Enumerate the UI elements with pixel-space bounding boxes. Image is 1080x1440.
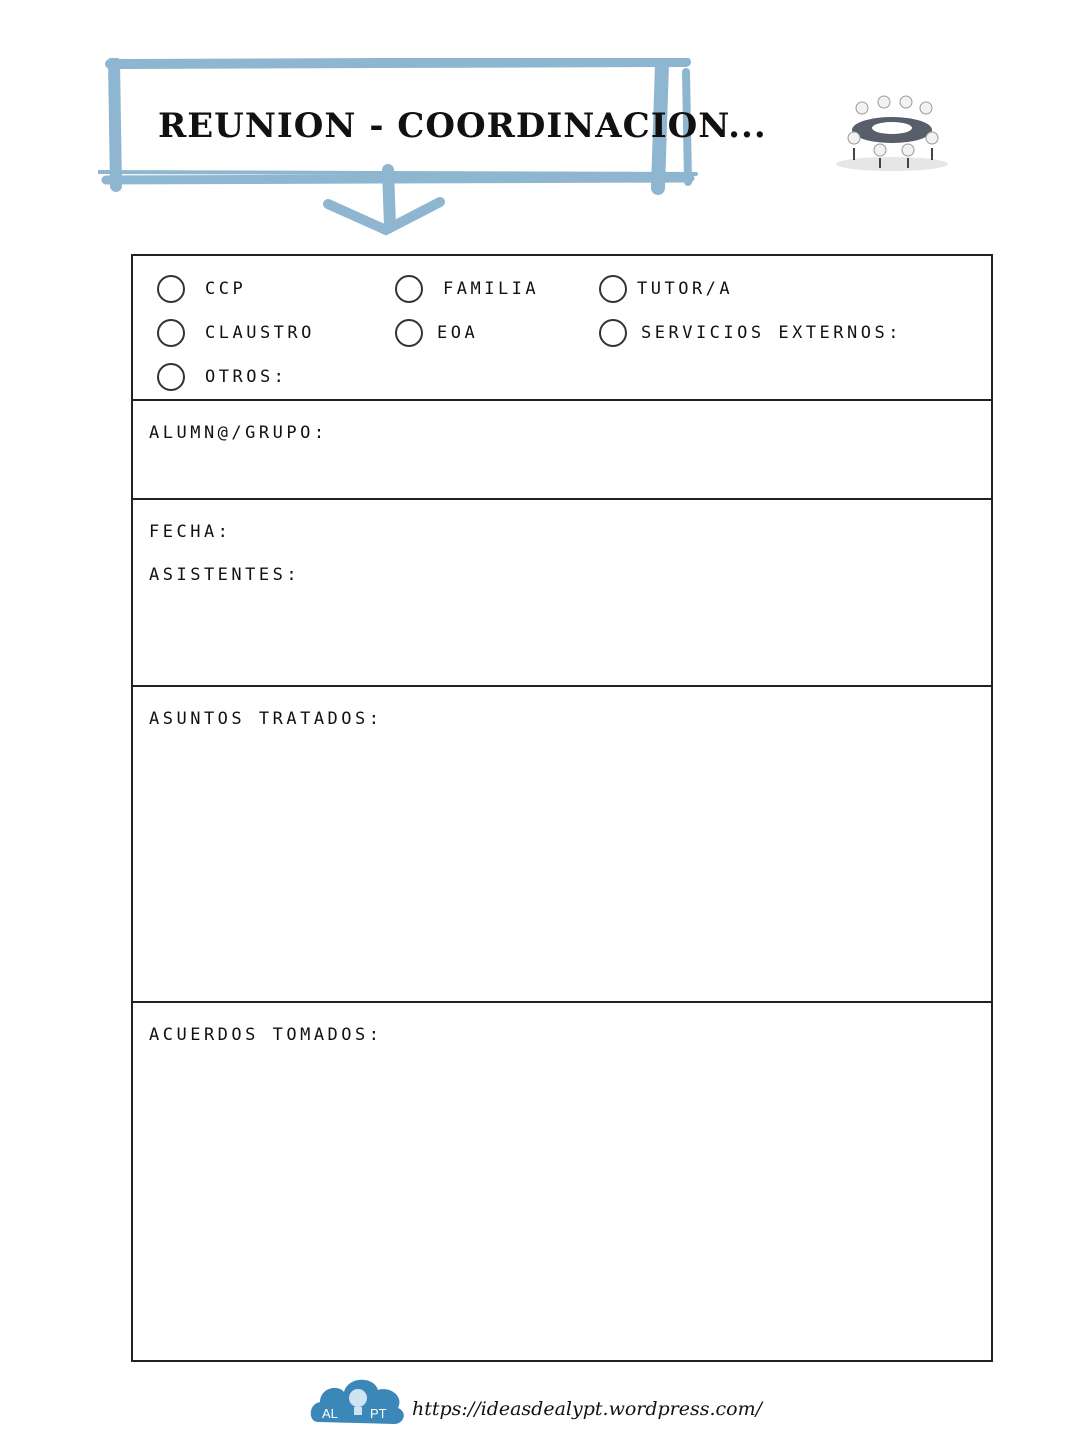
page-title: REUNION - COORDINACION... [158, 106, 767, 146]
radio-tutor[interactable] [599, 275, 627, 303]
date-attendees-section[interactable] [133, 498, 991, 687]
option-label: TUTOR/A [637, 279, 734, 299]
footer-url-link[interactable]: https://ideasdealypt.wordpress.com/ [412, 1398, 763, 1420]
attendees-label: ASISTENTES: [149, 565, 301, 585]
student-label: ALUMN@/GRUPO: [149, 423, 328, 443]
option-label: CCP [205, 279, 247, 299]
option-tutor[interactable] [599, 272, 733, 306]
topics-section[interactable] [133, 685, 991, 1003]
title-banner [98, 58, 767, 238]
radio-familia[interactable] [395, 275, 423, 303]
option-servicios-externos[interactable] [599, 316, 902, 350]
option-label: EOA [437, 323, 479, 343]
radio-ccp[interactable] [157, 275, 185, 303]
option-familia[interactable] [395, 272, 539, 306]
agreements-section[interactable] [133, 1001, 991, 1360]
option-eoa[interactable] [395, 316, 478, 350]
date-label: FECHA: [149, 522, 232, 542]
option-label: CLAUSTRO [205, 323, 315, 343]
meeting-form [131, 254, 993, 1362]
option-label: SERVICIOS EXTERNOS: [641, 323, 902, 343]
alpt-logo [308, 1368, 408, 1430]
agreements-label: ACUERDOS TOMADOS: [149, 1025, 383, 1045]
radio-eoa[interactable] [395, 319, 423, 347]
meeting-table-illustration [832, 92, 954, 174]
option-label: FAMILIA [443, 279, 540, 299]
logo-text-left: AL [322, 1406, 338, 1421]
option-label: OTROS: [205, 367, 288, 387]
footer [308, 1368, 768, 1430]
radio-claustro[interactable] [157, 319, 185, 347]
topics-label: ASUNTOS TRATADOS: [149, 709, 383, 729]
option-claustro[interactable] [157, 316, 315, 350]
student-section[interactable] [133, 399, 991, 500]
radio-servicios-externos[interactable] [599, 319, 627, 347]
option-otros[interactable] [157, 360, 287, 394]
option-ccp[interactable] [157, 272, 246, 306]
radio-otros[interactable] [157, 363, 185, 391]
meeting-type-section [133, 256, 991, 401]
logo-text-right: PT [370, 1406, 387, 1421]
banner-frame [98, 58, 767, 238]
